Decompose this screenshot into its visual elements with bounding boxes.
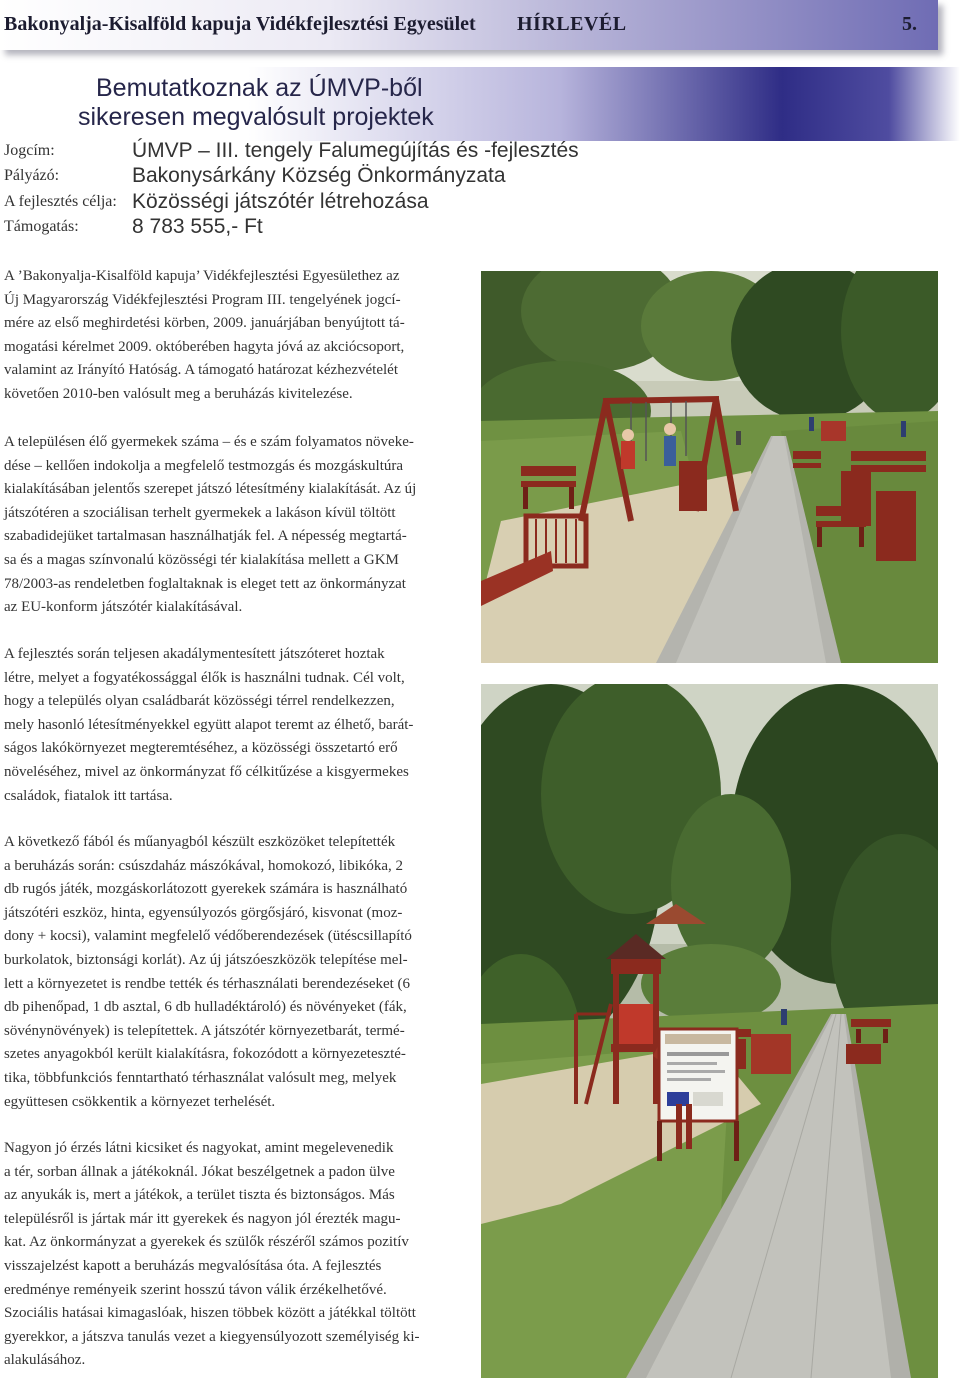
text-line: dony + kocsi), valamint megfelelő védőberendezések (ütéscsillapító xyxy=(4,928,412,945)
text-line: szabadidejüket tartalmasan használhatják fel. A népesség megtartá- xyxy=(4,528,407,545)
paragraph-intro xyxy=(4,265,461,407)
playground-photo-slide-house xyxy=(481,684,938,1378)
text-line: mogatási kérelmet 2009. októberében hagyta jóvá az akciócsoport, xyxy=(4,338,405,355)
paragraph-accessibility xyxy=(4,643,461,808)
text-line: eredménye reményeik szerint hosszú távon válik érzékelhetővé. xyxy=(4,1281,387,1298)
playground-photo-slide-house-illustration xyxy=(481,684,938,1378)
paragraph-feedback xyxy=(4,1137,461,1373)
info-value: ÚMVP – III. tengely Falumegújítás és -fejlesztés xyxy=(132,139,579,162)
text-line: hogy a település olyan családbarát közösségi térrel rendelkezzen, xyxy=(4,693,395,710)
text-line: dése – kellően indokolja a megfelelő testmozgás és mozgáskultúra xyxy=(4,457,404,474)
info-label: Támogatás: xyxy=(4,218,79,235)
text-line: Szociális hatásai kimagaslóak, hiszen többek között a játékkal töltött xyxy=(4,1305,416,1322)
text-line: A településen élő gyermekek száma – és e szám folyamatos növeke- xyxy=(4,434,414,450)
text-line: A következő fából és műanyagból készült eszközöket telepítették xyxy=(4,834,396,850)
text-line: lett a környezetet is rendbe tették és térhasználati berendezéseket (6 xyxy=(4,975,411,992)
text-line: sa és a magas színvonalú közösségi tér kialakítása mellett a GKM xyxy=(4,551,399,568)
text-line: követően 2010-ben valósult meg a beruházás kivitelezése. xyxy=(4,385,353,402)
info-label: A fejlesztés célja: xyxy=(4,193,117,210)
text-line: Nagyon jó érzés látni kicsiket és nagyokat, amint megelevenedik xyxy=(4,1140,394,1156)
text-line: növeléséhez, mivel az önkormányzat fő célkitűzése a kisgyermekes xyxy=(4,763,409,780)
text-line: db pihenőpad, 1 db asztal, 6 db hulladéktároló) és növényeket (fák, xyxy=(4,999,407,1016)
info-label: Jogcím: xyxy=(4,142,55,159)
text-line: ságos lakókörnyezet megteremtéséhez, a közösségi összetartó erő xyxy=(4,740,398,757)
text-line: mely hasonló létesítményekkel együtt alapot teremt az élhető, barát- xyxy=(4,716,414,733)
text-line: kialakításában jelentős szerepet játszó létesítmény kialakítását. Az új xyxy=(4,481,417,498)
paragraph-equipment xyxy=(4,831,461,1114)
page-title-line-2: sikeresen megvalósult projektek xyxy=(78,103,434,131)
text-line: db rugós játék, mozgáskorlátozott gyerekek számára is használható xyxy=(4,881,408,898)
text-line: az anyukák is, mert a játékok, a terület tiszta és biztonságos. Más xyxy=(4,1187,395,1204)
text-line: családok, fiatalok itt tartása. xyxy=(4,787,173,804)
page-title xyxy=(78,74,434,132)
text-line: kat. Az önkormányzat a gyerekek és szülők részéről számos pozitív xyxy=(4,1234,409,1251)
header-newsletter-label: HÍRLEVÉL xyxy=(517,13,627,35)
text-line: a tér, sorban állnak a játékoknál. Jókat beszélgetnek a padon ülve xyxy=(4,1163,395,1180)
text-line: játszótéri eszköz, hinta, egyensúlyozós görgősjáró, kisvonat (moz- xyxy=(4,904,403,921)
text-line: valamint az Irányító Hatóság. A támogató határozat kézhezvételét xyxy=(4,362,398,379)
text-line: szetes anyagokból került kialakításra, fokozódott a környezeteszté- xyxy=(4,1046,406,1063)
text-line: létre, melyet a fogyatékossággal élők is használni tudnak. Cél volt, xyxy=(4,669,405,686)
text-line: Új Magyarország Vidékfejlesztési Program III. tengelyének jogcí- xyxy=(4,291,401,308)
text-line: mére az első meghirdetési körben, 2009. januárjában benyújtott tá- xyxy=(4,315,405,332)
text-line: a beruházás során: csúszdaház mászókával, homokozó, libikóka, 2 xyxy=(4,857,404,874)
text-line: visszajelzést kapott a beruházás megvalósítása óta. A fejlesztés xyxy=(4,1257,382,1274)
header-title: Bakonyalja-Kisalföld kapuja Vidékfejlesztési Egyesület xyxy=(4,13,476,35)
page-number: 5. xyxy=(902,13,917,35)
text-line: burkolatok, biztonsági korlát). Az új játszóeszközök telepítése mel- xyxy=(4,951,408,968)
paragraph-children xyxy=(4,431,461,620)
info-value: 8 783 555,- Ft xyxy=(132,215,263,238)
text-line: településről is jártak már itt gyerekek és nagyon jól érezték magu- xyxy=(4,1210,401,1227)
text-line: A ’Bakonyalja-Kisalföld kapuja’ Vidékfejlesztési Egyesülethez az xyxy=(4,268,400,284)
text-line: együttesen csökkentik a környezet terhelését. xyxy=(4,1093,276,1110)
text-line: gyerekkor, a játszva tanulás vezet a kiegyensúlyozott személyiség ki- xyxy=(4,1328,420,1345)
info-value: Bakonysárkány Község Önkormányzata xyxy=(132,164,506,187)
page-title-line-1: Bemutatkoznak az ÚMVP-ből xyxy=(96,74,423,102)
header-bar xyxy=(0,0,938,50)
text-line: sövénynövények) is telepítettek. A játszótér környezetbarát, termé- xyxy=(4,1022,405,1039)
info-label: Pályázó: xyxy=(4,167,60,184)
text-line: A fejlesztés során teljesen akadálymentesített játszóteret hoztak xyxy=(4,646,385,662)
playground-photo-swing-illustration xyxy=(481,271,938,663)
text-line: játszótéren a szociálisan terhelt gyermekek a lakáson kívül töltött xyxy=(4,504,396,521)
text-line: tika, többfunkciós fenntartható térhasználat valósult meg, melyek xyxy=(4,1069,397,1086)
text-line: az EU-konform játszótér kialakításával. xyxy=(4,599,243,616)
info-value: Közösségi játszótér létrehozása xyxy=(132,190,429,213)
text-line: 78/2003-as rendeletben foglaltaknak is eleget tett az önkormányzat xyxy=(4,575,406,592)
playground-photo-swing xyxy=(481,271,938,663)
text-line: alakulásához. xyxy=(4,1352,86,1369)
